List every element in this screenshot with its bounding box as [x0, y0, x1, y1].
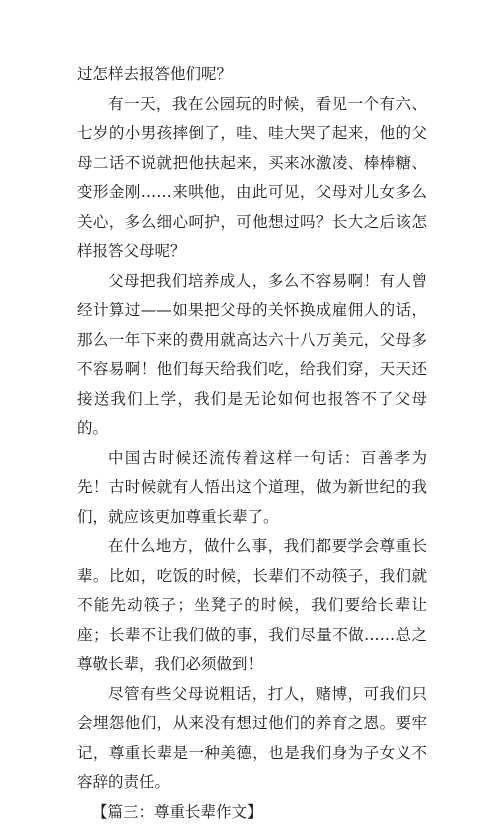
paragraph-continuation: 过怎样去报答他们呢？ [77, 60, 427, 90]
section-heading: 【篇三：尊重长辈作文】 [77, 798, 427, 827]
paragraph-filial-piety: 中国古时候还流传着这样一句话：百善孝为先！古时候就有人悟出这个道理，做为新世纪的我们，就应该更加尊重长辈了。 [77, 444, 427, 533]
paragraph-park-story: 有一天，我在公园玩的时候，看见一个有六、七岁的小男孩摔倒了，哇、哇大哭了起来，他的父母二话不说就把他扶起来，买来冰激凌、棒棒糖、变形金刚……来哄他，由此可见，父母对儿女多么关心，多么细心呵护，可他想过吗？长大之后该怎样报答父母呢？ [77, 90, 427, 267]
document-body [77, 60, 427, 827]
paragraph-conclusion: 尽管有些父母说粗话，打人，赌博，可我们只会埋怨他们，从来没有想过他们的养育之恩。要牢记，尊重长辈是一种美德，也是我们身为子女义不容辞的责任。 [77, 680, 427, 798]
paragraph-respect-elders: 在什么地方，做什么事，我们都要学会尊重长辈。比如，吃饭的时候，长辈们不动筷子，我们就不能先动筷子；坐凳子的时候，我们要给长辈让座；长辈不让我们做的事，我们尽量不做……总之尊敬长辈，我们必须做到！ [77, 532, 427, 680]
paragraph-parents-effort: 父母把我们培养成人，多么不容易啊！有人曾经计算过——如果把父母的关怀换成雇佣人的话，那么一年下来的费用就高达六十八万美元，父母多不容易啊！他们每天给我们吃，给我们穿，天天还接送我们上学，我们是无论如何也报答不了父母的。 [77, 267, 427, 444]
